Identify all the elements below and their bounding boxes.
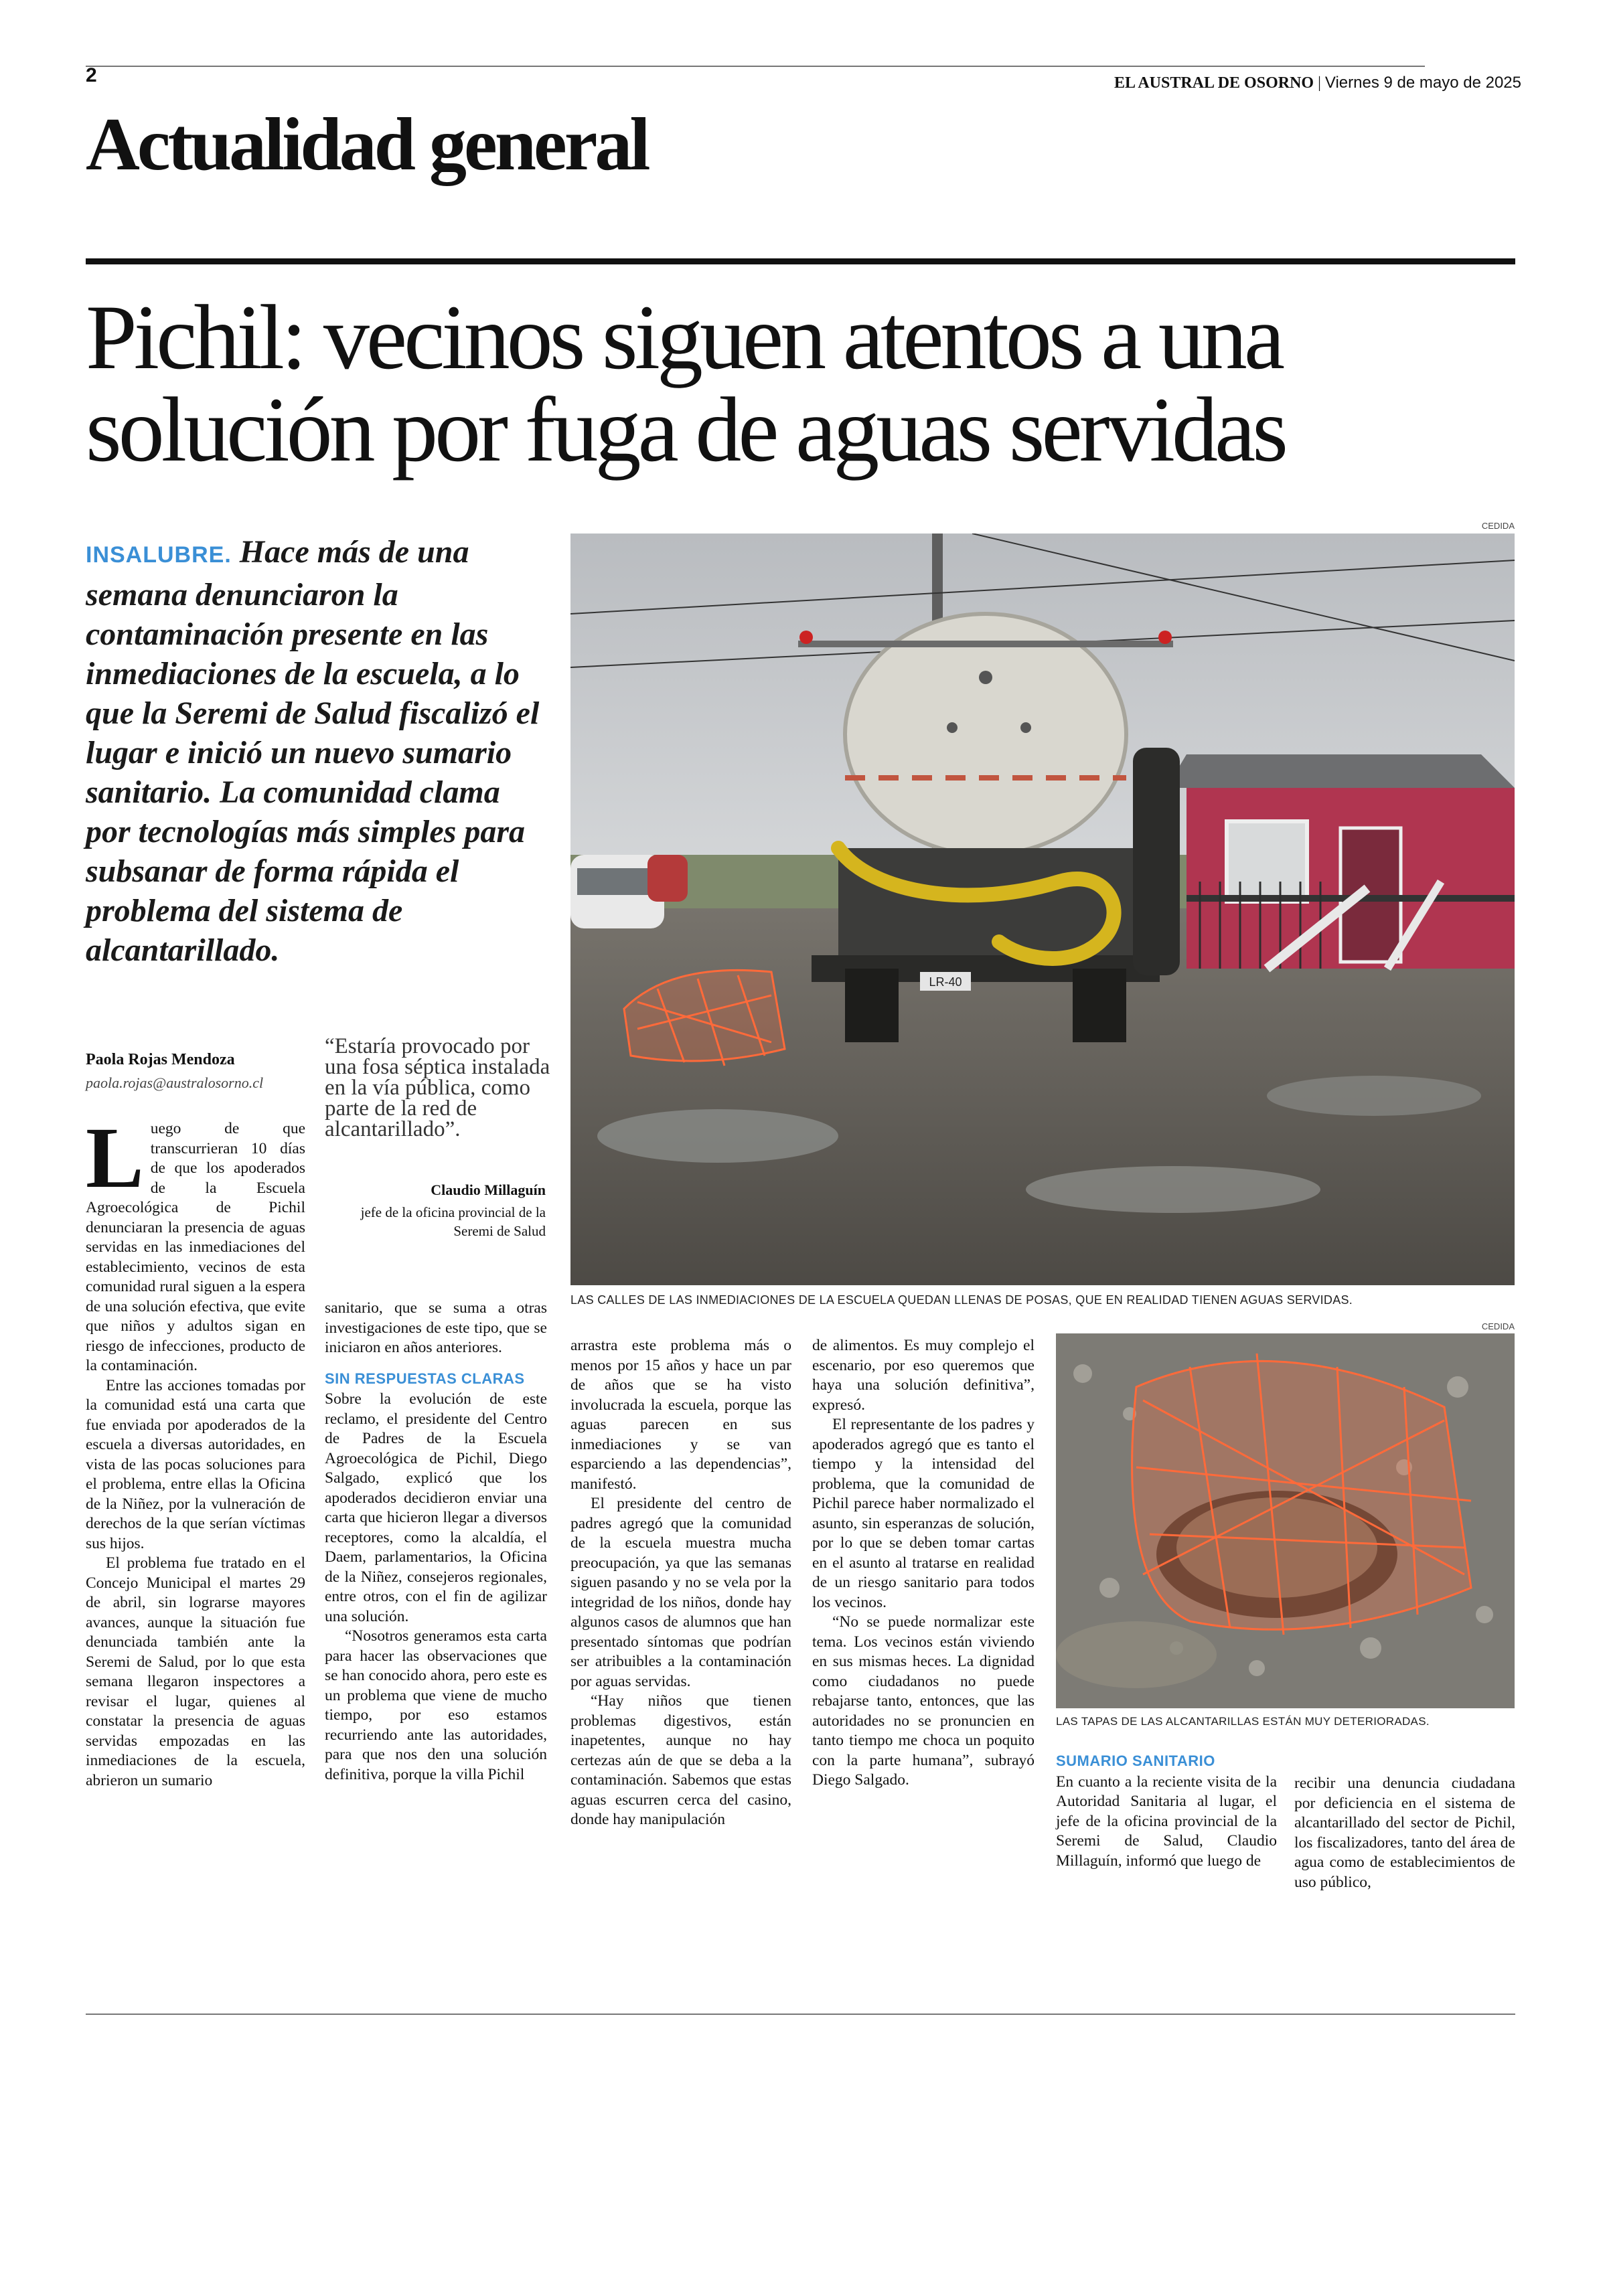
body-paragraph: “Hay niños que tienen problemas digestivos, están inapetentes, aunque no hay certezas aún de que se deba a la contaminación. Sabemos que estas aguas escurren cerca del casino, donde hay manipulación (570, 1692, 791, 1828)
section-title: Actualidad general (86, 103, 648, 186)
body-paragraph: recibir una denuncia ciudadana por deficiencia en el sistema de alcantarillado del sector de Pichil, los fiscalizadores, tanto del área de agua como de establecimientos de uso público, (1294, 1775, 1515, 1891)
lead-paragraph (86, 532, 548, 970)
publication-date: Viernes 9 de mayo de 2025 (1324, 74, 1521, 92)
author-name: Paola Rojas Mendoza (86, 1051, 235, 1068)
main-photo (570, 534, 1515, 1285)
body-column-4 (812, 1336, 1035, 1791)
top-rule (86, 66, 1425, 67)
body-column-6 (1294, 1774, 1515, 1892)
body-paragraph: de alimentos. Es muy complejo el escenario, por eso queremos que haya una solución definitiva”, expresó. (812, 1337, 1035, 1414)
body-paragraph: “No se puede normalizar este tema. Los vecinos están viviendo en sus mismas heces. La dignidad como ciudadanos no puede rebajarse tanto, entonces, que las autoridades no se pronuncien en tanto tiempo me choca un poquito con la parte humana”, subrayó Diego Salgado. (812, 1613, 1035, 1789)
second-photo (1056, 1333, 1515, 1708)
body-column-5 (1056, 1740, 1277, 1871)
header-separator: | (1314, 74, 1325, 92)
body-paragraph: Luego de que transcurrieran 10 días de que los apoderados de la Escuela Agroecológica de Pichil denunciaran la presencia de aguas servidas en las inmediaciones del establecimiento, vecinos de esta comunidad rural siguen a la espera de una solución efectiva, que evite que niños y adultos sigan en riesgo de infecciones, producto de la contaminación. (86, 1110, 305, 1374)
bottom-rule (86, 2014, 1515, 2015)
second-photo-caption: LAS TAPAS DE LAS ALCANTARILLAS ESTÁN MUY DETERIORADAS. (1056, 1715, 1430, 1728)
body-paragraph: Entre las acciones tomadas por la comunidad está una carta que fue enviada por apoderados de la escuela a diversas autoridades, en vista de las pocas soluciones para el problema, entre ellas la Oficina de la Niñez, por la vulneración de derechos de la que serían víctimas sus hijos. (86, 1376, 305, 1552)
main-photo-caption: LAS CALLES DE LAS INMEDIACIONES DE LA ESCUELA QUEDAN LLENAS DE POSAS, QUE EN REALIDAD TIENEN AGUAS SERVIDAS. (570, 1293, 1353, 1307)
pull-quote: “Estaría provocado por una fosa séptica instalada en la vía pública, como parte de la red de alcantarillado”. (325, 1034, 550, 1141)
lead-kicker: INSALUBRE. (86, 542, 232, 568)
body-paragraph: El representante de los padres y apoderados agregó que es tanto el tiempo y la intensidad del problema, que la comunidad de Pichil parece haber normalizado el asunto, sin esperanzas de solución, por lo que se deben tomar cartas en el asunto al tratarse en realidad de un riesgo sanitario para todos los vecinos. (812, 1416, 1035, 1611)
body-paragraph: El problema fue tratado en el Concejo Municipal el martes 29 de abril, sin lograrse mayores avances, aunque la situación fue denunciada también ante la Seremi de Salud, por lo que esta semana llegaron inspectores a revisar el lugar, quienes al constatar la presencia de aguas servidas empozadas en las inmediaciones de la escuela, abrieron un sumario (86, 1554, 305, 1789)
body-paragraph: El presidente del centro de padres agregó que la comunidad de la escuela muestra mucha preocupación, ya que las semanas siguen pasando y no se vela por la integridad de los niños, donde hay algunos casos de alumnos que han presentado síntomas que podrían ser atribuibles a la contaminación por aguas servidas. (570, 1495, 791, 1690)
body-paragraph: sanitario, que se suma a otras investigaciones de este tipo, que se iniciaron en años anteriores. (325, 1299, 547, 1356)
truck-plate: LR-40 (929, 975, 962, 989)
drop-cap: L (86, 1110, 144, 1206)
body-paragraph: En cuanto a la reciente visita de la Autoridad Sanitaria al lugar, el jefe de la oficina provincial de la Seremi de Salud, Claudio Millaguín, informó que luego de (1056, 1773, 1277, 1870)
subhead-sin-respuestas: SIN RESPUESTAS CLARAS (325, 1370, 525, 1387)
body-column-3 (570, 1336, 791, 1830)
second-photo-credit: CEDIDA (1481, 1321, 1515, 1331)
truck-street-illustration (570, 534, 1515, 1285)
author-email[interactable]: paola.rojas@australosorno.cl (86, 1074, 264, 1091)
quote-author: Claudio Millaguín (431, 1181, 546, 1198)
body-paragraph: Sobre la evolución de este reclamo, el presidente del Centro de Padres de la Escuela Agroecológica de Pichil, Diego Salgado, explicó que los apoderados decidieron enviar una carta que hicieron llegar a diversos receptores, como la alcaldía, el Daem, parlamentarios, la Oficina de la Niñez, consejeros regionales, entre otros, con el fin de agilizar una solución. (325, 1390, 547, 1625)
body-paragraph: arrastra este problema más o menos por 15 años y hace un par de años que se ha visto involucrada la escuela, porque las aguas parecen en sus inmediaciones y se van esparciendo a las dependencias”, manifestó. (570, 1337, 791, 1493)
main-photo-credit: CEDIDA (1481, 521, 1515, 531)
subhead-sumario-sanitario: SUMARIO SANITARIO (1056, 1752, 1215, 1769)
section-rule (86, 258, 1515, 264)
lead-text: Hace más de una semana denunciaron la contaminación presente en las inmediaciones de la escuela, a lo que la Seremi de Salud fiscalizó el lugar e inició un nuevo sumario sanitario. La comunidad clama por tecnologías más simples para subsanar de forma rápida el problema del sistema de alcantarillado. (86, 534, 540, 968)
quote-role: jefe de la oficina provincial de la Seremi de Salud (360, 1204, 546, 1239)
headline (86, 286, 1525, 481)
headline-line-1: Pichil: vecinos siguen atentos a una (86, 286, 1282, 388)
body-paragraph: “Nosotros generamos esta carta para hacer las observaciones que se han conocido ahora, pero este es un problema que viene de mucho tiempo, por eso estamos recurriendo ante las autoridades, para que nos den una solución definitiva, porque la villa Pichil (325, 1627, 547, 1783)
header-info (1114, 74, 1521, 92)
page-number: 2 (86, 64, 97, 86)
manhole-illustration (1056, 1333, 1515, 1708)
headline-line-2: solución por fuga de aguas servidas (86, 378, 1285, 481)
body-column-1 (86, 1110, 305, 1791)
publication-name: EL AUSTRAL DE OSORNO (1114, 74, 1314, 92)
body-column-2 (325, 1299, 547, 1785)
